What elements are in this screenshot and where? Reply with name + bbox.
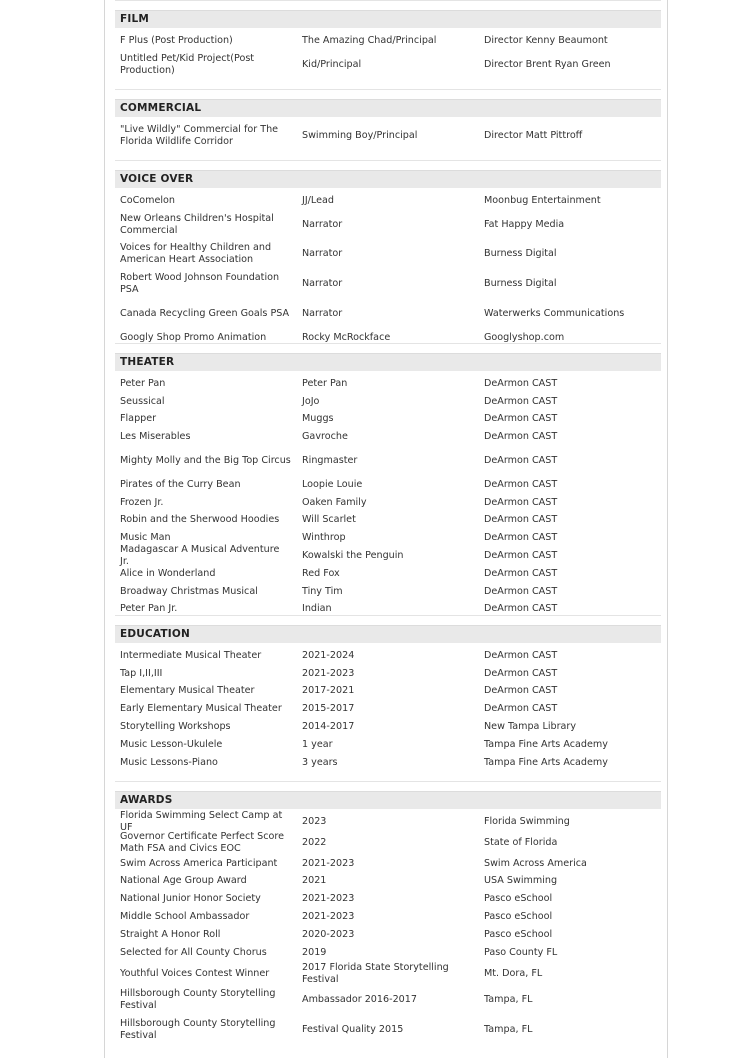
resume-page (104, 0, 668, 1058)
section-heading: AWARDS (115, 791, 661, 809)
credit-role: 2021-2023 (302, 857, 355, 869)
table-row (115, 192, 661, 210)
credit-role: 2021-2023 (302, 893, 355, 905)
credit-title: Music Man (120, 532, 171, 544)
education-section (115, 625, 661, 772)
credit-organization: Burness Digital (484, 248, 557, 260)
credit-role: 3 years (302, 756, 338, 768)
credit-role: 2014-2017 (302, 721, 355, 733)
credit-role: Narrator (302, 218, 343, 230)
table-row (115, 718, 661, 736)
table-row (115, 809, 661, 833)
credit-organization: Fat Happy Media (484, 218, 565, 230)
credit-organization: Googlyshop.com (484, 331, 565, 343)
credit-role: 2019 (302, 946, 327, 958)
section-heading: COMMERCIAL (115, 99, 661, 117)
credit-title: Tap I,II,III (120, 667, 163, 679)
credit-organization: DeArmon CAST (484, 585, 558, 597)
credit-organization: DeArmon CAST (484, 455, 558, 467)
credit-title: Intermediate Musical Theater (120, 649, 262, 661)
credit-organization: DeArmon CAST (484, 395, 558, 407)
credit-title: Robin and the Sherwood Hoodies (120, 514, 280, 526)
credit-role: Narrator (302, 278, 343, 290)
credit-title: Peter Pan Jr. (120, 603, 178, 615)
table-row (115, 926, 661, 944)
credit-role: JoJo (302, 395, 320, 407)
table-row (115, 375, 661, 393)
voice-over-list (115, 192, 661, 347)
credit-role: JJ/Lead (302, 194, 334, 206)
credit-role: Peter Pan (302, 377, 348, 389)
table-row (115, 754, 661, 772)
credit-organization: DeArmon CAST (484, 478, 558, 490)
table-row (115, 647, 661, 665)
table-row (115, 683, 661, 701)
credit-role: 2020-2023 (302, 928, 355, 940)
credit-organization: Pasco eSchool (484, 911, 553, 923)
credit-title: New Orleans Children's Hospital Commercial (120, 212, 274, 236)
credit-title: Flapper (120, 413, 157, 425)
credit-organization: DeArmon CAST (484, 667, 558, 679)
credit-role: Ringmaster (302, 455, 358, 467)
credit-title: Early Elementary Musical Theater (120, 703, 282, 715)
credit-title: Selected for All County Chorus (120, 946, 267, 958)
credit-role: 2017 Florida State Storytelling Festival (302, 961, 449, 985)
table-row (115, 831, 661, 855)
credit-organization: Director Kenny Beaumont (484, 34, 608, 46)
credit-title: CoComelon (120, 194, 176, 206)
credit-role: Loopie Louie (302, 478, 363, 490)
credit-organization: DeArmon CAST (484, 567, 558, 579)
credit-title: F Plus (Post Production) (120, 34, 233, 46)
credit-organization: DeArmon CAST (484, 431, 558, 443)
credit-organization: Burness Digital (484, 278, 557, 290)
credit-role: Narrator (302, 248, 343, 260)
credit-role: The Amazing Chad/Principal (302, 34, 437, 46)
credit-organization: Waterwerks Communications (484, 308, 625, 320)
table-row (115, 565, 661, 583)
section-heading: FILM (115, 10, 661, 28)
table-row (115, 269, 661, 299)
credit-title: Peter Pan (120, 377, 166, 389)
credit-organization: Swim Across America (484, 857, 587, 869)
credit-role: Ambassador 2016-2017 (302, 994, 417, 1006)
section-divider (115, 615, 661, 616)
credit-role: Tiny Tim (302, 585, 343, 597)
credit-organization: Director Matt Pittroff (484, 129, 583, 141)
credit-title: Voices for Healthy Children and American Heart Association (120, 242, 272, 266)
credit-role: Will Scarlet (302, 514, 356, 526)
commercial-list (115, 121, 661, 151)
credit-title: Straight A Honor Roll (120, 928, 221, 940)
credit-organization: Tampa Fine Arts Academy (484, 756, 608, 768)
table-row (115, 583, 661, 601)
table-row (115, 890, 661, 908)
credit-organization: USA Swimming (484, 875, 558, 887)
table-row (115, 494, 661, 512)
credit-role: Kowalski the Penguin (302, 550, 404, 562)
table-row (115, 32, 661, 50)
table-row (115, 428, 661, 446)
credit-role: 2017-2021 (302, 685, 355, 697)
table-row (115, 962, 661, 986)
table-row (115, 210, 661, 240)
table-row (115, 736, 661, 754)
credit-organization: Director Brent Ryan Green (484, 58, 611, 70)
awards-list (115, 809, 661, 1045)
film-list (115, 32, 661, 80)
voice-over-section (115, 170, 661, 347)
credit-role: 2021-2023 (302, 667, 355, 679)
table-row (115, 329, 661, 347)
table-row (115, 700, 661, 718)
credit-title: Les Miserables (120, 431, 191, 443)
credit-role: Kid/Principal (302, 58, 362, 70)
credit-role: Swimming Boy/Principal (302, 129, 418, 141)
table-row (115, 476, 661, 494)
credit-title: Seussical (120, 395, 165, 407)
credit-role: Oaken Family (302, 496, 367, 508)
credit-title: Middle School Ambassador (120, 911, 250, 923)
credit-organization: Pasco eSchool (484, 893, 553, 905)
credit-title: "Live Wildly" Commercial for The Florida Wildlife Corridor (120, 123, 279, 147)
top-divider (115, 0, 661, 1)
table-row (115, 299, 661, 329)
credit-title: Mighty Molly and the Big Top Circus (120, 455, 291, 467)
table-row (115, 411, 661, 429)
section-heading: VOICE OVER (115, 170, 661, 188)
credit-title: Music Lesson-Ukulele (120, 738, 223, 750)
section-heading: EDUCATION (115, 625, 661, 643)
credit-organization: Tampa Fine Arts Academy (484, 738, 608, 750)
credit-title: National Age Group Award (120, 875, 247, 887)
table-row (115, 544, 661, 568)
credit-organization: DeArmon CAST (484, 514, 558, 526)
credit-organization: Pasco eSchool (484, 928, 553, 940)
credit-role: 1 year (302, 738, 333, 750)
credit-title: Untitled Pet/Kid Project(Post Production) (120, 52, 255, 76)
table-row (115, 393, 661, 411)
awards-section (115, 791, 661, 1045)
credit-role: Festival Quality 2015 (302, 1024, 404, 1036)
credit-title: Elementary Musical Theater (120, 685, 255, 697)
credit-role: 2021-2023 (302, 911, 355, 923)
credit-title: Madagascar A Musical Adventure Jr. (120, 544, 280, 568)
section-heading: THEATER (115, 353, 661, 371)
credit-organization: State of Florida (484, 836, 558, 848)
credit-organization: DeArmon CAST (484, 377, 558, 389)
credit-title: Florida Swimming Select Camp at UF (120, 809, 283, 833)
credit-organization: Tampa, FL (484, 994, 533, 1006)
credit-organization: DeArmon CAST (484, 496, 558, 508)
credit-organization: DeArmon CAST (484, 685, 558, 697)
section-divider (115, 343, 661, 344)
credit-role: Indian (302, 603, 332, 615)
credit-role: 2022 (302, 836, 327, 848)
credit-organization: Moonbug Entertainment (484, 194, 601, 206)
credit-role: 2023 (302, 815, 327, 827)
table-row (115, 665, 661, 683)
credit-title: Youthful Voices Contest Winner (120, 967, 270, 979)
section-divider (115, 781, 661, 782)
credit-role: Muggs (302, 413, 334, 425)
credit-title: National Junior Honor Society (120, 893, 261, 905)
credit-role: 2021-2024 (302, 649, 355, 661)
credit-role: Rocky McRockface (302, 331, 391, 343)
section-divider (115, 89, 661, 90)
credit-title: Frozen Jr. (120, 496, 164, 508)
commercial-section (115, 99, 661, 151)
table-row (115, 908, 661, 926)
table-row (115, 873, 661, 891)
credit-title: Alice in Wonderland (120, 567, 216, 579)
table-row (115, 121, 661, 151)
credit-title: Storytelling Workshops (120, 721, 231, 733)
credit-organization: Paso County FL (484, 946, 558, 958)
credit-organization: New Tampa Library (484, 721, 577, 733)
credit-title: Hillsborough County Storytelling Festival (120, 1018, 276, 1042)
credit-role: Winthrop (302, 532, 346, 544)
credit-role: Narrator (302, 308, 343, 320)
credit-organization: Mt. Dora, FL (484, 967, 543, 979)
theater-section (115, 353, 661, 618)
education-list (115, 647, 661, 772)
credit-role: 2021 (302, 875, 327, 887)
credit-organization: DeArmon CAST (484, 413, 558, 425)
credit-title: Music Lessons-Piano (120, 756, 218, 768)
credit-title: Googly Shop Promo Animation (120, 331, 267, 343)
table-row (115, 855, 661, 873)
credit-organization: DeArmon CAST (484, 550, 558, 562)
credit-organization: Florida Swimming (484, 815, 570, 827)
section-divider (115, 160, 661, 161)
credit-organization: DeArmon CAST (484, 532, 558, 544)
table-row (115, 446, 661, 476)
credit-title: Robert Wood Johnson Foundation PSA (120, 272, 280, 296)
credit-organization: DeArmon CAST (484, 649, 558, 661)
film-section (115, 10, 661, 80)
table-row (115, 1015, 661, 1045)
credit-title: Broadway Christmas Musical (120, 585, 258, 597)
table-row (115, 512, 661, 530)
credit-title: Governor Certificate Perfect Score Math FSA and Civics EOC (120, 830, 285, 854)
table-row (115, 986, 661, 1016)
theater-list (115, 375, 661, 618)
table-row (115, 944, 661, 962)
table-row (115, 50, 661, 80)
credit-title: Canada Recycling Green Goals PSA (120, 308, 290, 320)
credit-title: Pirates of the Curry Bean (120, 478, 241, 490)
credit-organization: DeArmon CAST (484, 703, 558, 715)
credit-organization: Tampa, FL (484, 1024, 533, 1036)
credit-title: Swim Across America Participant (120, 857, 278, 869)
credit-title: Hillsborough County Storytelling Festival (120, 988, 276, 1012)
credit-role: Red Fox (302, 567, 340, 579)
credit-organization: DeArmon CAST (484, 603, 558, 615)
credit-role: Gavroche (302, 431, 348, 443)
credit-role: 2015-2017 (302, 703, 355, 715)
table-row (115, 240, 661, 270)
